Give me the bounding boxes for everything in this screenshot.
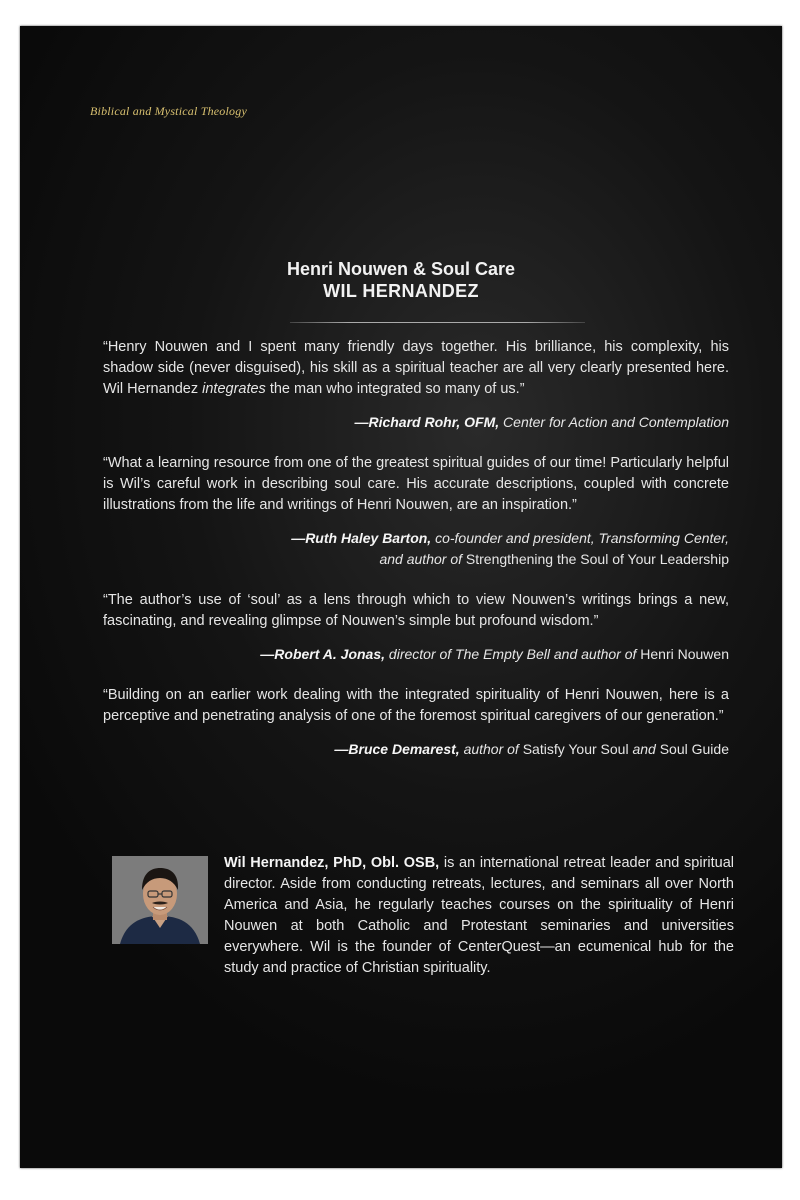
endorsement-quote: “The author’s use of ‘soul’ as a lens through which to view Nouwen’s writings brings a new, fascinating, and revealing glimpse of Nouwen’s simple but profound wisdom.” <box>103 592 729 629</box>
endorser-role: and <box>632 741 656 757</box>
endorser-name: —Robert A. Jonas, <box>260 646 386 662</box>
endorser-role: Center for Action and Contemplation <box>503 414 729 430</box>
title-divider <box>290 322 585 323</box>
endorsement-attribution <box>103 412 729 433</box>
endorser-role: author of <box>463 741 519 757</box>
endorser-name: —Richard Rohr, OFM, <box>354 414 500 430</box>
endorser-book: Soul Guide <box>659 741 729 757</box>
endorser-book: Henri Nouwen <box>640 646 729 662</box>
endorsement-attribution <box>103 528 729 570</box>
endorser-role: director of The Empty Bell and author of <box>388 646 637 662</box>
quote-text: “Henry Nouwen and I spent many friendly days together. His brilliance, his complexity, his shadow side (never disguised), his skill as a spiritual teacher are all very clearly presented here. Wil Hernandez <box>103 339 729 397</box>
book-author: WIL HERNANDEZ <box>323 281 479 301</box>
endorser-book: Strengthening the Soul of Your Leadership <box>465 551 729 567</box>
endorser-book: Satisfy Your Soul <box>522 741 629 757</box>
endorsements <box>103 337 729 780</box>
endorsement-attribution <box>103 739 729 760</box>
endorser-name: —Bruce Demarest, <box>334 741 460 757</box>
bio-name: Wil Hernandez, PhD, Obl. OSB, <box>224 855 440 871</box>
endorser-role: and author of <box>379 551 462 567</box>
endorsement-attribution <box>103 644 729 665</box>
endorsement-quote: “What a learning resource from one of the greatest spiritual guides of our time! Particularly helpful is Wil’s careful work in describing soul care. His accurate descriptions, coupled with concrete illustrations from the life and writings of Henri Nouwen, are an inspiration.” <box>103 455 729 513</box>
endorsement-quote: “Building on an earlier work dealing with the integrated spirituality of Henri Nouwen, here is a perceptive and penetrating analysis of one of the foremost spiritual caregivers of our generation.” <box>103 687 729 724</box>
author-photo <box>112 856 208 944</box>
bio-description: is an international retreat leader and spiritual director. Aside from conducting retreats, lectures, and seminars all over North America and Asia, he regularly teaches courses on the spirituality of Henri Nouwen at both Catholic and Protestant seminaries and universities everywhere. Wil is the founder of CenterQuest—an ecumenical hub for the study and practice of Christian spirituality. <box>224 855 734 976</box>
endorser-role: co-founder and president, Transforming Center, <box>435 530 729 546</box>
bio-text <box>224 853 734 979</box>
quote-emphasis: integrates <box>202 381 266 397</box>
quote-text: the man who integrated so many of us.” <box>265 381 525 397</box>
endorser-name: —Ruth Haley Barton, <box>291 530 432 546</box>
title-block <box>20 258 782 302</box>
series-label: Biblical and Mystical Theology <box>90 104 247 118</box>
book-title: Henri Nouwen & Soul Care <box>286 259 516 279</box>
endorsement-quote <box>103 337 729 400</box>
back-cover <box>20 26 782 1168</box>
